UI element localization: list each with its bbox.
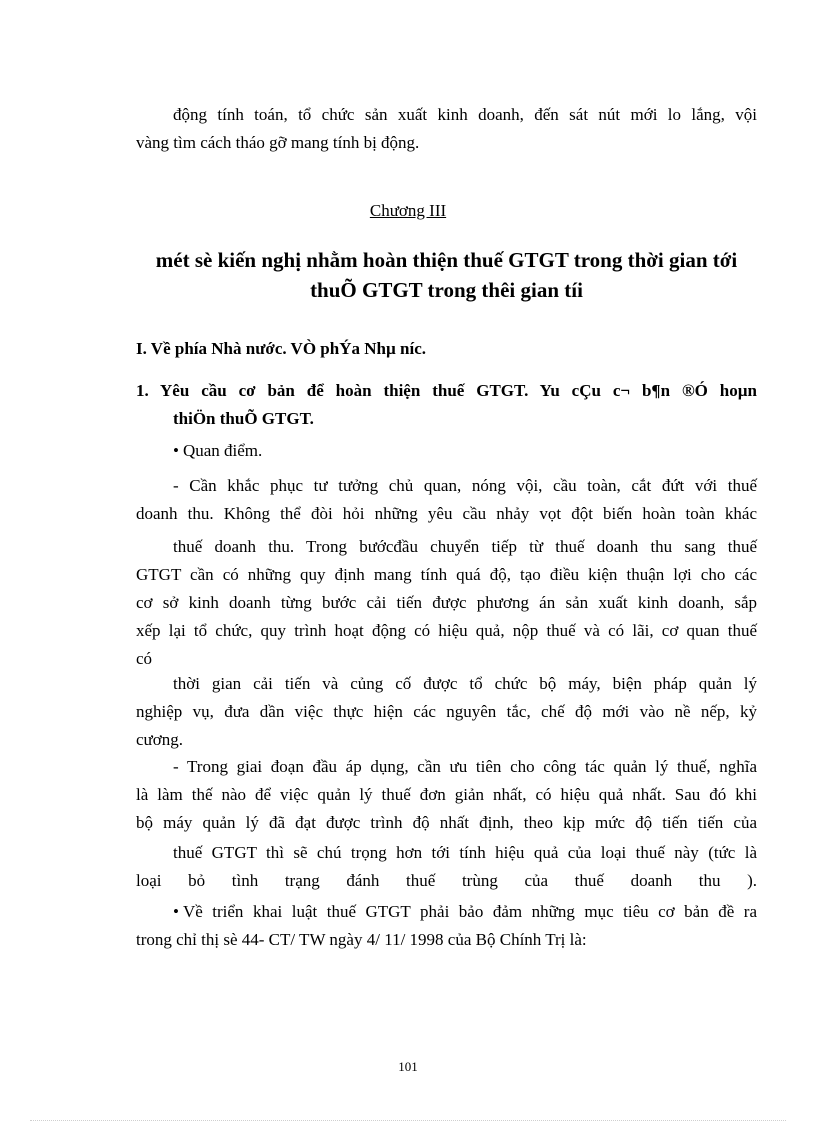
paragraph-intro: [136, 101, 757, 157]
text-line: bộ máy quản lý đã đạt được trình độ nhất định, theo kịp mức độ tiến tiến của: [136, 813, 757, 832]
text-line: GTGT cần có những quy định mang tính quá độ, tạo điều kiện thuận lợi cho các: [136, 565, 757, 584]
text-line: cơ sở kinh doanh từng bước cải tiến được phương án sản xuất kinh doanh, sắp: [136, 593, 757, 612]
paragraph-2: [136, 533, 757, 673]
paragraph-5: [136, 839, 757, 895]
paragraph-3: [136, 670, 757, 754]
text-line: trong chỉ thị sè 44- CT/ TW ngày 4/ 11/ 1998 của Bộ Chính Trị là:: [136, 930, 587, 949]
page-bottom-divider: [30, 1120, 786, 1121]
text-line: có: [136, 649, 153, 668]
title-line: mét sè kiến nghị nhằm hoàn thiện thuế GTGT trong thời gian tới: [155, 248, 738, 272]
text-line: thuế GTGT thì sẽ chú trọng hơn tới tính hiệu quả của loại thuế này (tức là: [173, 843, 757, 862]
text-line: là làm thế nào để việc quản lý thuế đơn giản nhất, có hiệu quả nhất. Sau đó khi: [136, 785, 757, 804]
heading-line: 1. Yêu cầu cơ bản để hoàn thiện thuế GTGT. Yu cÇu c¬ b¶n ®Ó hoµn: [136, 381, 757, 400]
section-heading-2: [136, 377, 757, 433]
text-line: nghiệp vụ, đưa dần việc thực hiện các nguyên tắc, chế độ mới vào nề nếp, kỷ: [136, 702, 757, 721]
text-line: loại bỏ tình trạng đánh thuế trùng của thuế doanh thu ).: [136, 871, 757, 890]
text-line: vàng tìm cách tháo gỡ mang tính bị động.: [136, 133, 420, 152]
heading-line: thiÖn thuÕ GTGT.: [173, 409, 314, 428]
text-line: cương.: [136, 730, 183, 749]
text-line: thời gian cải tiến và củng cố được tổ chức bộ máy, biện pháp quản lý: [173, 674, 757, 693]
paragraph-4: [136, 753, 757, 837]
text-line: - Trong giai đoạn đầu áp dụng, cần ưu tiên cho công tác quản lý thuế, nghĩa: [173, 757, 757, 776]
page-number: 101: [398, 1059, 418, 1074]
bullet-line: • Về triển khai luật thuế GTGT phải bảo đảm những mục tiêu cơ bản đề ra: [136, 898, 757, 926]
text-line: xếp lại tổ chức, quy trình hoạt động có hiệu quả, nộp thuế và có lãi, cơ quan thuế: [136, 621, 757, 640]
bullet-line: • Quan điểm.: [136, 437, 757, 465]
text-line: - Cần khắc phục tư tưởng chủ quan, nóng vội, cầu toàn, cắt đứt với thuế: [173, 476, 757, 495]
chapter-heading: Chương III: [369, 201, 447, 220]
text-line: động tính toán, tổ chức sản xuất kinh doanh, đến sát nút mới lo lắng, vội: [173, 105, 757, 124]
viewpoint-item: [136, 437, 757, 465]
text-line: doanh thu. Không thể đòi hỏi những yêu cầu nhảy vọt đột biến hoàn toàn khác: [136, 504, 757, 523]
section-heading-1: I. Về phía Nhà nước. VÒ phÝa Nhµ níc.: [136, 339, 426, 358]
text-line: thuế doanh thu. Trong bướcđầu chuyển tiếp từ thuế doanh thu sang thuế: [173, 537, 757, 556]
title-line: thuÕ GTGT trong thêi gian tíi: [310, 278, 583, 302]
chapter-title: [136, 245, 757, 305]
paragraph-6: [136, 898, 757, 954]
paragraph-1: [136, 472, 757, 528]
